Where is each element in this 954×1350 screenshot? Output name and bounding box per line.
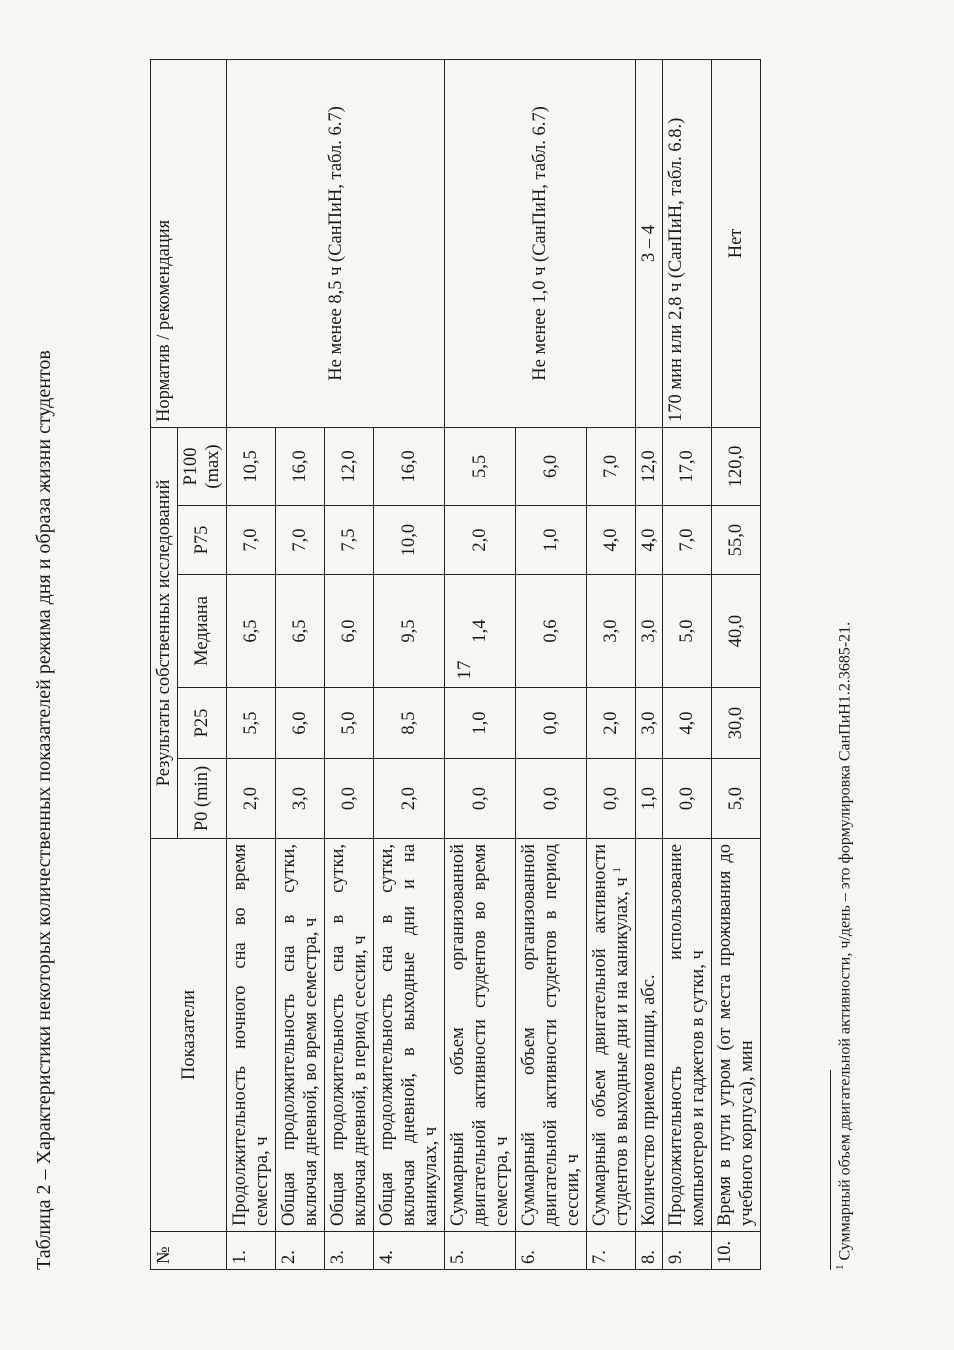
header-p0: Р0 (min) <box>178 759 227 839</box>
cell-p100: 120,0 <box>712 427 761 505</box>
cell-p25: 8,5 <box>374 688 445 759</box>
row-number: 8. <box>636 1232 663 1270</box>
row-number: 6. <box>516 1232 587 1270</box>
table-row <box>227 59 276 1269</box>
norm-sleep: Не менее 8,5 ч (СанПиН, табл. 6.7) <box>227 59 445 427</box>
cell-median: 6,0 <box>325 575 374 688</box>
footnote-ref: 1 <box>610 867 623 873</box>
cell-p25: 4,0 <box>663 688 712 759</box>
row-number: 2. <box>276 1232 325 1270</box>
cell-p0: 5,0 <box>712 759 761 839</box>
cell-median: 6,5 <box>227 575 276 688</box>
footnote-divider <box>830 1070 831 1270</box>
row-label: Суммарный объем организованной двигательной активности студентов в период сессии, ч <box>516 839 587 1232</box>
header-num: № <box>151 1232 227 1270</box>
cell-p100: 16,0 <box>374 427 445 505</box>
cell-median: 9,5 <box>374 575 445 688</box>
cell-p100: 17,0 <box>663 427 712 505</box>
norm-meals: 3 – 4 <box>636 59 663 427</box>
row-number: 3. <box>325 1232 374 1270</box>
cell-p100: 10,5 <box>227 427 276 505</box>
row-label: Количество приемов пищи, абс. <box>636 839 663 1232</box>
header-p75: Р75 <box>178 506 227 575</box>
cell-p75: 55,0 <box>712 506 761 575</box>
cell-p25: 3,0 <box>636 688 663 759</box>
header-median: Медиана <box>178 575 227 688</box>
cell-p25: 0,0 <box>516 688 587 759</box>
row-label: Время в пути утром (от места проживания до учебного корпуса), мин <box>712 839 761 1232</box>
cell-p25: 2,0 <box>587 688 636 759</box>
cell-p75: 4,0 <box>587 506 636 575</box>
footnote-text: Суммарный объем двигательной активности, ч/день – это формулировка СанПиН1.2.3685-21. <box>836 621 854 1261</box>
cell-p75: 2,0 <box>445 506 516 575</box>
cell-median: 3,0 <box>587 575 636 688</box>
cell-p100: 6,0 <box>516 427 587 505</box>
row-number: 1. <box>227 1232 276 1270</box>
cell-p100: 5,5 <box>445 427 516 505</box>
row-number: 4. <box>374 1232 445 1270</box>
header-p100: Р100 (max) <box>178 427 227 505</box>
footnote-mark: 1 <box>834 1264 846 1270</box>
cell-p75: 7,0 <box>227 506 276 575</box>
row-number: 10. <box>712 1232 761 1270</box>
cell-p25: 6,0 <box>276 688 325 759</box>
cell-p0: 0,0 <box>445 759 516 839</box>
cell-p75: 1,0 <box>516 506 587 575</box>
rotated-page-content <box>33 60 854 1270</box>
header-p25: Р25 <box>178 688 227 759</box>
row-label <box>587 839 636 1232</box>
cell-median: 1,4 <box>445 575 516 688</box>
cell-median: 0,6 <box>516 575 587 688</box>
data-table <box>150 59 761 1270</box>
row-number: 5. <box>445 1232 516 1270</box>
cell-p100: 7,0 <box>587 427 636 505</box>
cell-median: 40,0 <box>712 575 761 688</box>
cell-p100: 16,0 <box>276 427 325 505</box>
cell-p75: 10,0 <box>374 506 445 575</box>
table-row <box>445 59 516 1269</box>
row-label: Суммарный объем организованной двигательной активности студентов во время семестра, ч <box>445 839 516 1232</box>
table-row <box>663 59 712 1269</box>
row-label: Общая продолжительность сна в сутки, включая дневной, во время семестра, ч <box>276 839 325 1232</box>
row-label: Продолжительность ночного сна во время семестра, ч <box>227 839 276 1232</box>
row-label: Продолжительность использование компьютеров и гаджетов в сутки, ч <box>663 839 712 1232</box>
header-row-1 <box>151 59 178 1269</box>
row-number: 9. <box>663 1232 712 1270</box>
cell-p75: 7,0 <box>663 506 712 575</box>
table-row <box>636 59 663 1269</box>
cell-p75: 7,0 <box>276 506 325 575</box>
cell-p25: 5,0 <box>325 688 374 759</box>
cell-p0: 1,0 <box>636 759 663 839</box>
table-row <box>712 59 761 1269</box>
header-indicators: Показатели <box>151 839 227 1232</box>
norm-activity: Не менее 1,0 ч (СанПиН, табл. 6.7) <box>445 59 636 427</box>
row-label-text: Суммарный объем двигательной активности студентов в выходные дни и на каникулах, ч <box>590 844 632 1226</box>
cell-p75: 7,5 <box>325 506 374 575</box>
page-number: 17 <box>454 660 475 680</box>
row-label: Общая продолжительность сна в сутки, включая дневной, в период сессии, ч <box>325 839 374 1232</box>
header-norm: Норматив / рекомендация <box>151 59 227 427</box>
cell-p0: 0,0 <box>516 759 587 839</box>
cell-p25: 30,0 <box>712 688 761 759</box>
row-label: Общая продолжительность сна в сутки, включая дневной, в выходные дни и на каникулах, ч <box>374 839 445 1232</box>
row-number: 7. <box>587 1232 636 1270</box>
cell-p0: 2,0 <box>374 759 445 839</box>
cell-p0: 0,0 <box>325 759 374 839</box>
footnote <box>834 60 854 1270</box>
table-caption: Таблица 2 – Характеристики некоторых количественных показателей режима дня и образа жизни студентов <box>33 350 55 1270</box>
norm-commute: Нет <box>712 59 761 427</box>
cell-p100: 12,0 <box>636 427 663 505</box>
cell-p25: 5,5 <box>227 688 276 759</box>
cell-p0: 0,0 <box>663 759 712 839</box>
cell-p0: 3,0 <box>276 759 325 839</box>
cell-p75: 4,0 <box>636 506 663 575</box>
cell-p0: 2,0 <box>227 759 276 839</box>
cell-median: 3,0 <box>636 575 663 688</box>
cell-p25: 1,0 <box>445 688 516 759</box>
cell-median: 6,5 <box>276 575 325 688</box>
header-results-group: Результаты собственных исследований <box>151 427 178 838</box>
norm-gadgets: 170 мин или 2,8 ч (СанПиН, табл. 6.8.) <box>663 59 712 427</box>
cell-p0: 0,0 <box>587 759 636 839</box>
cell-p100: 12,0 <box>325 427 374 505</box>
cell-median: 5,0 <box>663 575 712 688</box>
